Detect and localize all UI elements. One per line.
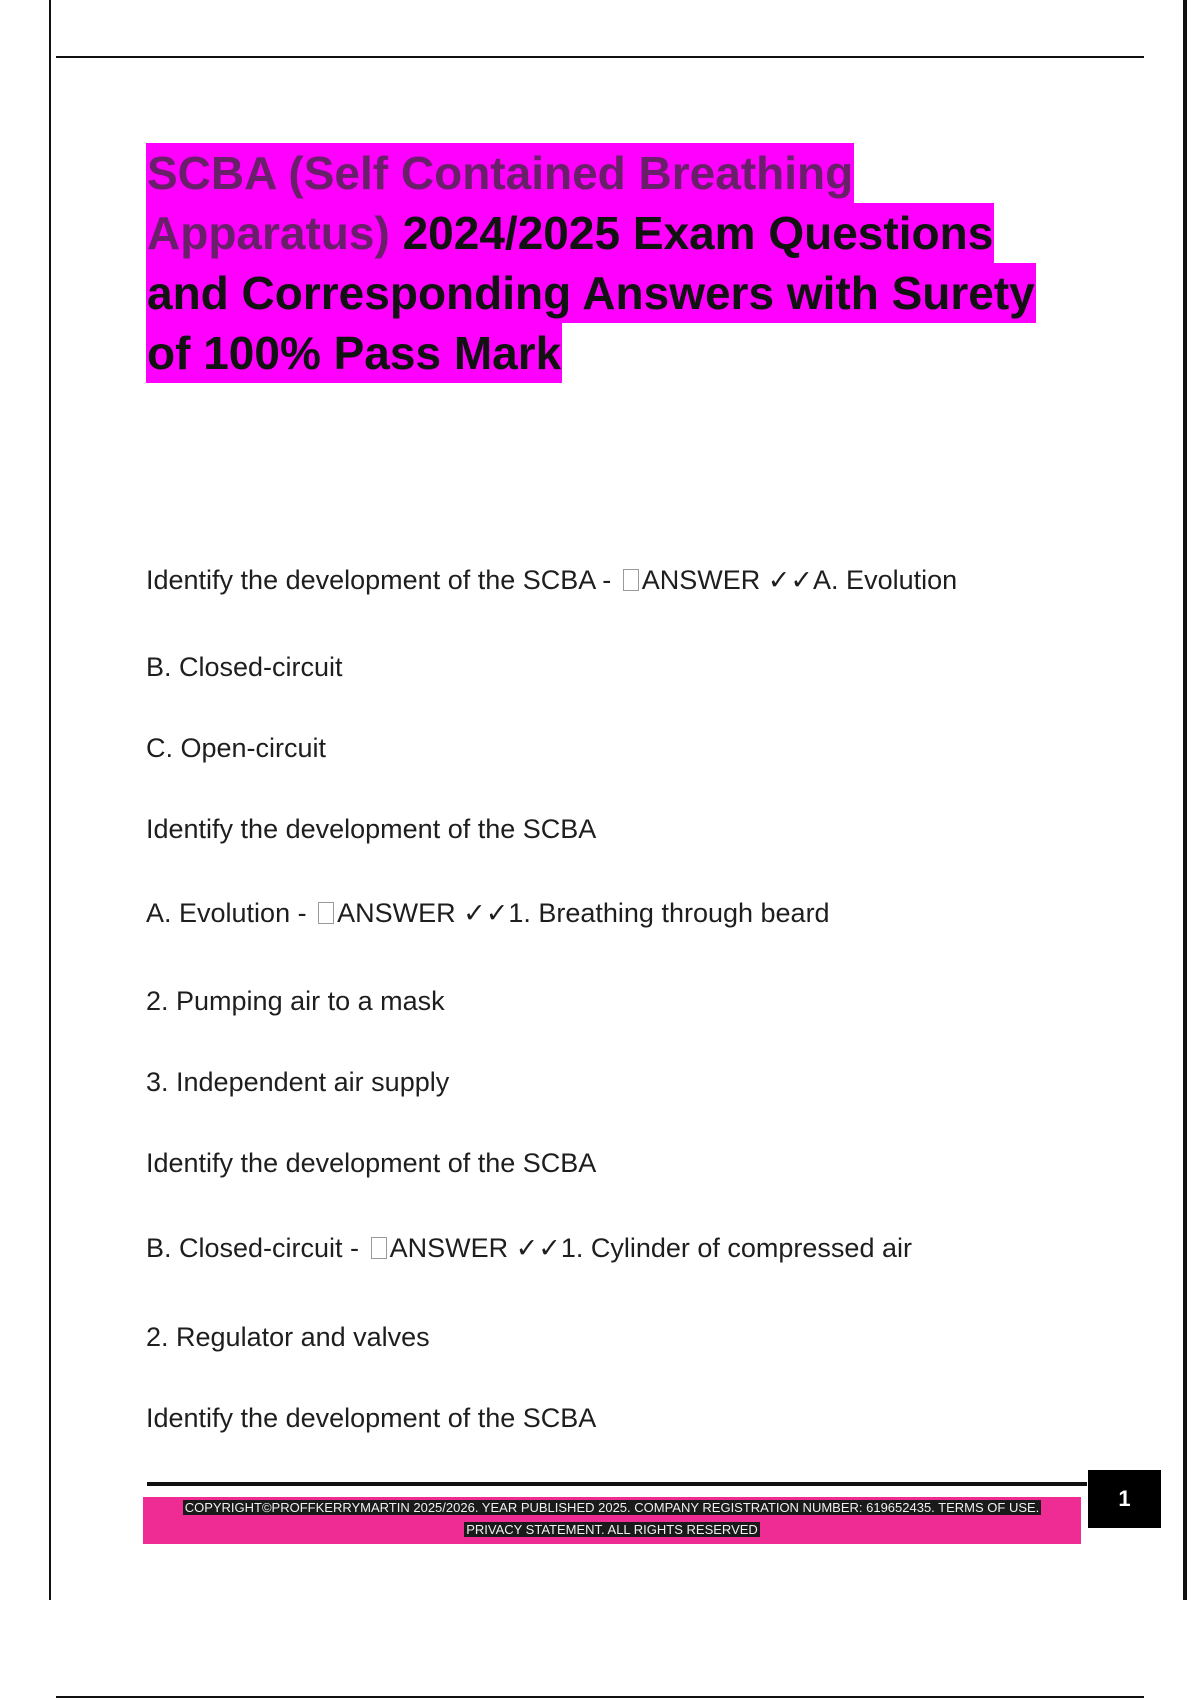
copyright-footer [143, 1497, 1081, 1544]
qa-paragraph: 3. Independent air supply [146, 1067, 450, 1097]
qa-paragraph: Identify the development of the SCBA [146, 1148, 597, 1178]
qa-paragraph: 2. Regulator and valves [146, 1322, 430, 1352]
qa-paragraph: C. Open-circuit [146, 733, 327, 763]
title-line-4: of 100% Pass Mark [146, 323, 562, 383]
qa-paragraph: A. Evolution - ANSWER ✓✓1. Breathing through beard [146, 898, 830, 928]
qa-paragraph: B. Closed-circuit - ANSWER ✓✓1. Cylinder of compressed air [146, 1233, 912, 1263]
copyright-line-1: COPYRIGHT©PROFFKERRYMARTIN 2025/2026. YEAR PUBLISHED 2025. COMPANY REGISTRATION NUMBER: 619652435. TERMS OF USE. [184, 1500, 1040, 1515]
copyright-line-2: PRIVACY STATEMENT. ALL RIGHTS RESERVED [466, 1522, 758, 1537]
missing-glyph-icon [371, 1237, 387, 1259]
qa-paragraph: Identify the development of the SCBA - ANSWER ✓✓A. Evolution [146, 565, 958, 595]
header-rule [56, 56, 1144, 58]
footer-rule [147, 1482, 1087, 1486]
next-page-rule [56, 1696, 1144, 1698]
page-border-left [49, 0, 51, 1600]
qa-paragraph: B. Closed-circuit [146, 652, 343, 682]
qa-paragraph: Identify the development of the SCBA [146, 814, 597, 844]
missing-glyph-icon [318, 902, 334, 924]
qa-paragraph: 2. Pumping air to a mask [146, 986, 445, 1016]
page-border-right [1183, 0, 1187, 1600]
qa-paragraph: Identify the development of the SCBA [146, 1403, 597, 1433]
missing-glyph-icon [623, 569, 639, 591]
document-title [146, 143, 1096, 383]
page-number: 1 [1088, 1470, 1161, 1528]
title-line-1: SCBA (Self Contained Breathing [146, 143, 854, 203]
title-line-3: and Corresponding Answers with Surety [146, 263, 1036, 323]
title-line-2: Apparatus) 2024/2025 Exam Questions [146, 203, 994, 263]
